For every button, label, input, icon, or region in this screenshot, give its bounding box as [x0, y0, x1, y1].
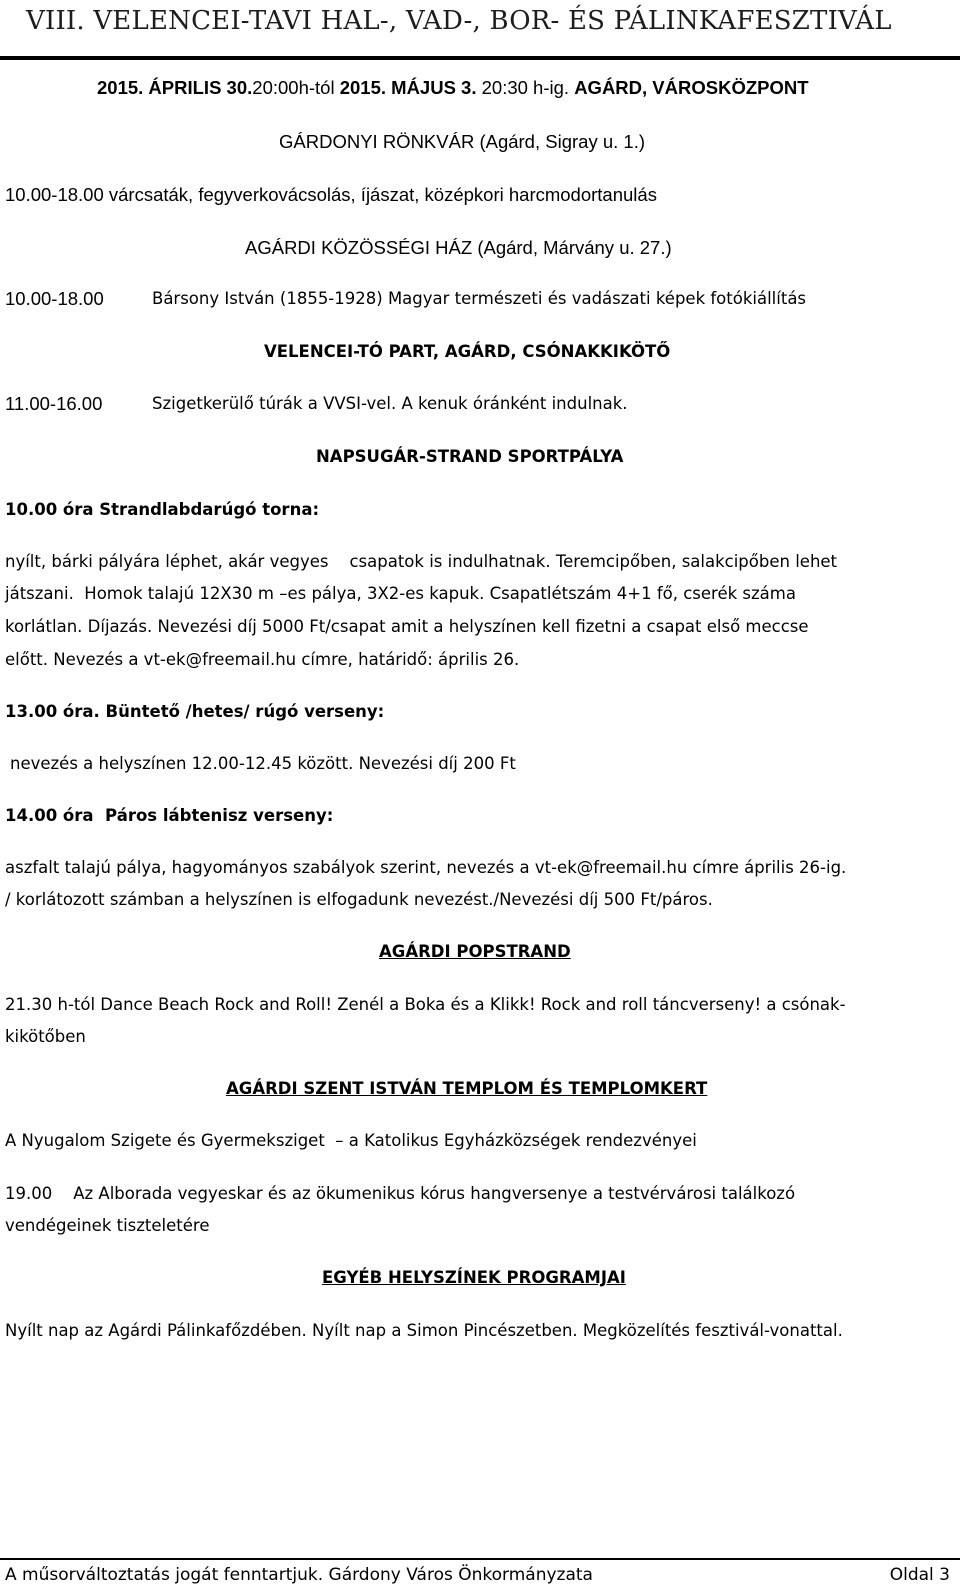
footvolley-line-2: / korlátozott számban a helyszínen is elfogadunk nevezést./Nevezési díj 500 Ft/páros.: [5, 890, 713, 909]
templom-subtitle: A Nyugalom Szigete és Gyermeksziget – a Katolikus Egyházközségek rendezvényei: [5, 1131, 697, 1150]
venue-title-kozossegi-haz: AGÁRDI KÖZÖSSÉGI HÁZ (Agárd, Márvány u. 27.): [245, 237, 672, 258]
footvolley-heading: [5, 806, 333, 825]
templom-line-1: 19.00 Az Alborada vegyeskar és az ökumenikus kórus hangversenye a testvérvárosi találkozó: [5, 1184, 796, 1203]
football-line-4: előtt. Nevezés a vt-ek@freemail.hu címre, határidő: április 26.: [5, 650, 520, 669]
end-date: 2015. MÁJUS 3.: [339, 77, 477, 98]
egyeb-text: Nyílt nap az Agárdi Pálinkafőzdében. Nyílt nap a Simon Pincészetben. Megközelítés fesztivál-vonattal.: [5, 1321, 843, 1340]
venue-title-popstrand: AGÁRDI POPSTRAND: [379, 942, 571, 961]
venue-title-templom: AGÁRDI SZENT ISTVÁN TEMPLOM ÉS TEMPLOMKERT: [226, 1079, 708, 1098]
event-text-kozossegi-haz: Bársony István (1855-1928) Magyar természeti és vadászati képek fotókiállítás: [152, 289, 807, 308]
venue-title-sportpalya: NAPSUGÁR-STRAND SPORTPÁLYA: [316, 447, 624, 466]
start-date: 2015. ÁPRILIS 30.: [97, 77, 253, 98]
venue-title-egyeb: EGYÉB HELYSZÍNEK PROGRAMJAI: [322, 1268, 626, 1287]
football-line-3: korlátlan. Díjazás. Nevezési díj 5000 Ft/csapat amit a helyszínen kell fizetni a csapat első meccse: [5, 617, 809, 636]
footer-rule: [0, 1558, 960, 1560]
start-time: 20:00h-tól: [252, 77, 340, 98]
festival-location: AGÁRD, VÁROSKÖZPONT: [574, 77, 809, 98]
footer-page-number: Oldal 3: [889, 1565, 950, 1585]
event-text-csonakkikoto: Szigetkerülő túrák a VVSI-vel. A kenuk óránként indulnak.: [152, 394, 628, 413]
header-rule: [0, 56, 960, 60]
event-ronkvar: 10.00-18.00 várcsaták, fegyverkovácsolás, íjászat, középkori harcmodortanulás: [5, 184, 657, 205]
football-heading: 10.00 óra Strandlabdarúgó torna:: [5, 500, 320, 519]
event-time-kozossegi-haz: 10.00-18.00: [5, 288, 104, 309]
penalty-heading: 13.00 óra. Büntető /hetes/ rúgó verseny:: [5, 702, 385, 721]
footvolley-title: Páros lábtenisz verseny:: [105, 806, 334, 825]
penalty-text: nevezés a helyszínen 12.00-12.45 között. Nevezési díj 200 Ft: [10, 754, 516, 773]
templom-line-2: vendégeinek tiszteletére: [5, 1216, 210, 1235]
popstrand-line-2: kikötőben: [5, 1027, 86, 1046]
footer-left-text: A műsorváltoztatás jogát fenntartjuk. Gárdony Város Önkormányzata: [5, 1565, 593, 1585]
venue-title-ronkvar: GÁRDONYI RÖNKVÁR (Agárd, Sigray u. 1.): [279, 131, 645, 152]
football-line-1: nyílt, bárki pályára léphet, akár vegyes csapatok is indulhatnak. Teremcipőben, salakcipőben lehet: [5, 552, 838, 571]
footvolley-line-1: aszfalt talajú pálya, hagyományos szabályok szerint, nevezés a vt-ek@freemail.hu címre április 26-ig.: [5, 858, 847, 877]
popstrand-line-1: 21.30 h-tól Dance Beach Rock and Roll! Zenél a Boka és a Klikk! Rock and roll táncverseny! a csónak-: [5, 995, 846, 1014]
event-time-csonakkikoto: 11.00-16.00: [5, 393, 103, 414]
page-header-title: VIII. VELENCEI-TAVI HAL-, VAD-, BOR- ÉS PÁLINKAFESZTIVÁL: [26, 6, 892, 36]
end-time: 20:30 h-ig.: [476, 77, 575, 98]
venue-title-csonakkikoto: VELENCEI-TÓ PART, AGÁRD, CSÓNAKKIKÖTŐ: [264, 342, 671, 361]
festival-date-line: [97, 77, 809, 99]
football-line-2: játszani. Homok talajú 12X30 m –es pálya, 3X2-es kapuk. Csapatlétszám 4+1 fő, cserék száma: [5, 584, 796, 603]
footvolley-time: 14.00 óra: [5, 806, 94, 825]
